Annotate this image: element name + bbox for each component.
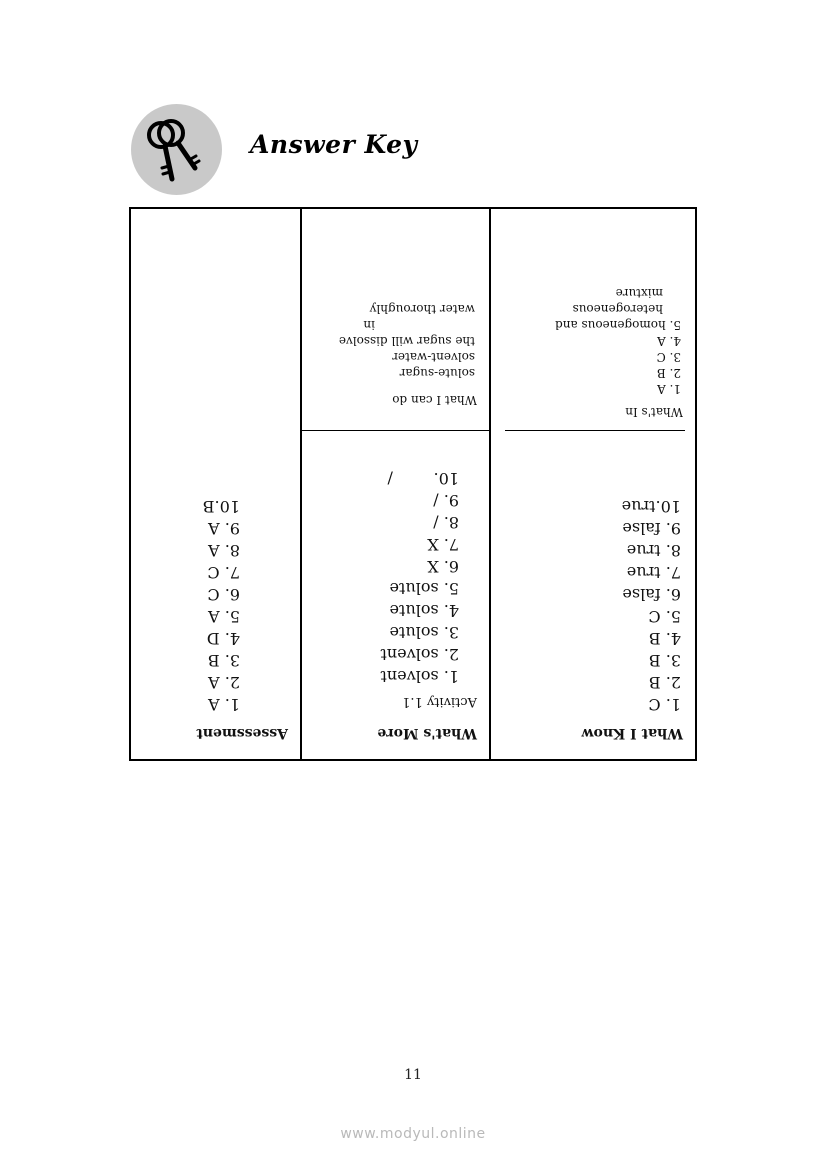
- list-item: 10. /: [387, 469, 459, 488]
- list-item: 1. C: [648, 695, 681, 714]
- list-item: 1. A: [208, 695, 240, 714]
- whats-in-answers: [555, 285, 681, 397]
- whats-more-answers: [380, 467, 459, 687]
- list-item: 10.true: [621, 497, 681, 516]
- what-i-can-do-title: What I can do: [392, 393, 477, 407]
- list-item: 2. A: [208, 673, 240, 692]
- list-item: 5. A: [208, 607, 240, 626]
- list-item: 2. solvent: [380, 645, 459, 664]
- list-item: 8. true: [626, 541, 681, 560]
- list-item: 5. homogeneous and: [555, 318, 681, 332]
- watermark: www.modyul.online: [340, 1126, 486, 1142]
- list-item: solvent-water: [392, 350, 475, 364]
- list-item: 9. A: [208, 519, 240, 538]
- list-item: 6. X: [427, 557, 459, 576]
- list-item: 7. true: [626, 563, 681, 582]
- what-i-can-do-lines: [339, 301, 475, 381]
- what-i-know-answers: [622, 495, 681, 715]
- list-item: 8. A: [208, 541, 240, 560]
- list-item: heterogeneous: [572, 302, 663, 316]
- list-item: 8. /: [433, 513, 459, 532]
- list-item: 1. A: [657, 382, 681, 396]
- activity-label: Activity 1.1: [402, 694, 477, 709]
- list-item: 4. A: [657, 334, 681, 348]
- list-item: 4. B: [648, 629, 681, 648]
- page-number: 11: [404, 1067, 422, 1083]
- page-title: Answer Key: [250, 130, 418, 159]
- list-item: 3. B: [207, 651, 240, 670]
- list-item: 7. C: [207, 563, 240, 582]
- column-whats-more: [300, 209, 489, 759]
- column-what-i-know: [489, 209, 695, 759]
- answer-table: [129, 207, 697, 761]
- keys-icon: [131, 104, 222, 195]
- list-item: 2. B: [648, 673, 681, 692]
- section-divider: [302, 430, 489, 431]
- list-item: 3. B: [648, 651, 681, 670]
- column-assessment: [131, 209, 300, 759]
- list-item: 6. C: [207, 585, 240, 604]
- list-item: 6. false: [622, 585, 681, 604]
- what-i-know-title: What I Know: [581, 725, 683, 741]
- list-item: 9. /: [433, 491, 459, 510]
- assessment-answers: [203, 495, 240, 715]
- answer-table-rotated: [131, 209, 695, 759]
- list-item: 3. solute: [389, 623, 459, 642]
- list-item: 3. C: [656, 350, 681, 364]
- list-item: 4. D: [206, 629, 240, 648]
- list-item: the sugar will dissolve: [338, 334, 475, 348]
- list-item: 7. X: [427, 535, 459, 554]
- list-item: 5. C: [648, 607, 681, 626]
- section-divider: [505, 430, 685, 431]
- list-item: water thoroughly: [369, 302, 475, 316]
- list-item: mixture: [615, 286, 663, 300]
- whats-more-title: What's More: [377, 725, 477, 741]
- list-item: 9. false: [622, 519, 681, 538]
- list-item: in: [363, 318, 375, 332]
- assessment-title: Assessment: [196, 725, 288, 741]
- list-item: 2. B: [656, 366, 681, 380]
- list-item: 4. solute: [389, 601, 459, 620]
- list-item: 10.B: [202, 497, 240, 516]
- list-item: 5. solute: [389, 579, 459, 598]
- list-item: 1. solvent: [380, 667, 459, 686]
- list-item: solute-sugar: [399, 366, 475, 380]
- whats-in-title: What's In: [625, 405, 683, 419]
